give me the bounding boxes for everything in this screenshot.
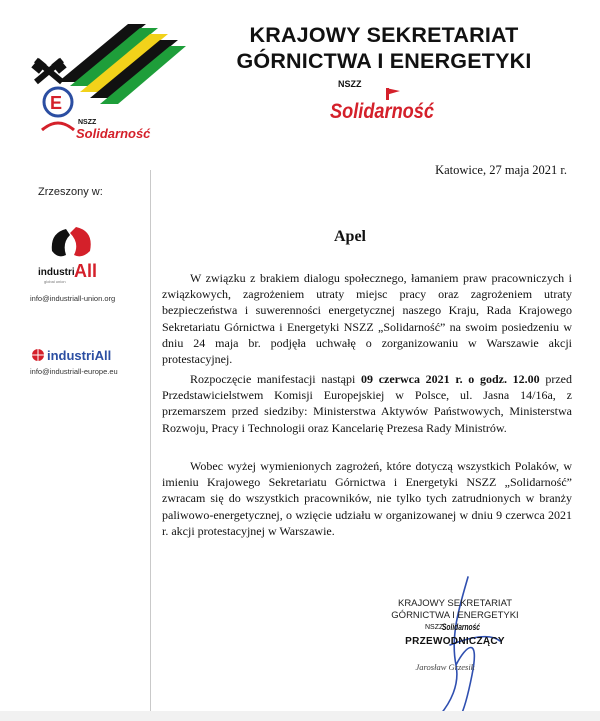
mining-union-logo bbox=[28, 20, 188, 145]
handwritten-signature bbox=[420, 575, 510, 720]
affiliation-label: Zrzeszony w: bbox=[38, 186, 103, 198]
logo-solidarnosc-label: Solidarność bbox=[76, 126, 151, 141]
title-line-2: GÓRNICTWA I ENERGETYKI bbox=[236, 49, 532, 73]
stamp-role: PRZEWODNICZĄCY bbox=[405, 636, 505, 647]
two-faces-icon bbox=[52, 227, 91, 256]
email-global[interactable]: info@industriall-union.org bbox=[30, 294, 116, 303]
logo-nszz-label: NSZZ bbox=[78, 119, 97, 126]
industriall-global-logo bbox=[36, 225, 106, 287]
paragraph-2-start: Rozpoczęcie manifestacji nastąpi bbox=[190, 372, 361, 386]
globe-icon bbox=[32, 349, 44, 361]
letter-date: Katowice, 27 maja 2021 r. bbox=[435, 163, 567, 177]
solidarnosc-logo bbox=[328, 88, 438, 128]
sidebar-divider bbox=[150, 170, 151, 715]
stamp-solidarnosc-logo bbox=[442, 618, 482, 634]
industriall-logo1-sub: global union bbox=[44, 279, 66, 284]
solidarnosc-logo-text: Solidarność bbox=[330, 100, 435, 123]
stamp-nszz: NSZZ bbox=[425, 624, 444, 631]
paragraph-1: W związku z brakiem dialogu społecznego, łamaniem praw pracowniczych i związkowych, zagrożeniem utraty miejsc pracy oraz zagrożeniem utraty bezpieczeństwa i suwerenności energetycznej naszego Kraju, Rada Krajowego Sekretariatu Górnictwa i Energetyki NSZZ „Solidarność” na swoim posiedzeniu w dniu 24 maja br. podjęła uchwałę o zorganizowaniu w Warszawie akcji protestacyjnej. bbox=[162, 271, 572, 367]
industriall-logo1-b: All bbox=[74, 261, 98, 281]
letter-title: Apel bbox=[334, 228, 366, 245]
svg-text:E: E bbox=[50, 93, 63, 113]
crossed-hammers-icon bbox=[31, 58, 66, 84]
organization-title bbox=[180, 22, 588, 74]
title-line-1: KRAJOWY SEKRETARIAT bbox=[249, 23, 519, 47]
paragraph-2-end: przed Przedstawicielstwem Komisji Europejskiej w Polsce, ul. Jasna 14/16a, z przemarszem przed siedziby: Ministerstwa Aktywów Państwowych, Ministerstwa Rozwoju, Pracy i Technologii oraz Kancelarię Prezesa Rady Ministrów. bbox=[162, 372, 572, 435]
paragraph-2 bbox=[162, 371, 572, 436]
stamp-line-1: KRAJOWY SEKRETARIAT bbox=[397, 598, 513, 609]
industriall-europe-logo bbox=[30, 345, 130, 365]
nszz-label: NSZZ bbox=[338, 79, 362, 89]
page-bottom-edge bbox=[0, 711, 600, 721]
industriall-logo2-text: industriAll bbox=[47, 348, 112, 363]
signatory-name: Jarosław Grzesik bbox=[415, 662, 475, 672]
industriall-logo1-a: industri bbox=[38, 267, 75, 278]
protest-date-time: 09 czerwca 2021 r. o godz. 12.00 bbox=[361, 372, 540, 386]
stamp-solidarnosc-text: Solidarność bbox=[442, 622, 480, 632]
stamp-line-2: GÓRNICTWA I ENERGETYKI bbox=[391, 610, 519, 621]
energy-e-icon bbox=[42, 88, 74, 130]
stripes-icon bbox=[58, 24, 186, 104]
paragraph-3: Wobec wyżej wymienionych zagrożeń, które dotyczą wszystkich Polaków, w imieniu Krajowego Sekretariatu Górnictwa i Energetyki NSZZ „Solidarność” zwracam się do wszystkich pracowników, nie tylko tych zatrudnionych w branży paliwowo-energetycznej, o wzięcie udziału w organizowanej w dniu 9 czerwca 2021 r. akcji protestacyjnej w Warszawie. bbox=[162, 459, 572, 538]
email-europe[interactable]: info@industriall-europe.eu bbox=[30, 367, 118, 376]
